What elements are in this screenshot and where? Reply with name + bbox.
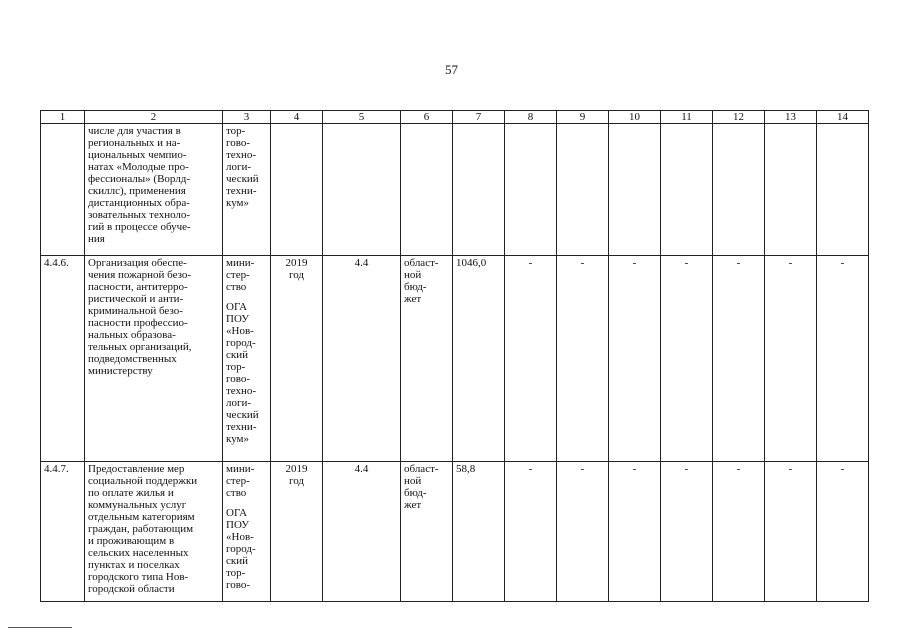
cell-line: ческий: [226, 173, 259, 185]
cell-line: Организация обеспе-: [88, 257, 187, 269]
cell-line: Предоставление мер: [88, 463, 185, 475]
year-funding-cell: [557, 462, 609, 602]
cell-line: тор-: [226, 125, 246, 137]
cell-line: «Нов-: [226, 531, 254, 543]
cell-line: натах «Молодые про-: [88, 161, 189, 173]
cell-line: чения пожарной безо-: [88, 269, 192, 281]
column-header: 5: [323, 111, 401, 124]
cell-line: министерству: [88, 365, 153, 377]
funding-source: [401, 462, 453, 602]
year-funding-cell: [505, 256, 557, 462]
table-row: [41, 462, 869, 602]
cell-line: социальной поддержки: [88, 475, 198, 487]
cell-line: коммунальных услуг: [88, 499, 187, 511]
cell-line: мини-: [226, 463, 255, 475]
cell-line: ния: [88, 233, 105, 245]
cell-text: 4.4.7.: [44, 463, 69, 475]
year-funding-cell: [661, 124, 713, 256]
cell-line: региональных и на-: [88, 137, 181, 149]
cell-line: жет: [404, 293, 422, 305]
year-funding-cell: [765, 124, 817, 256]
column-header: 1: [41, 111, 85, 124]
cell-text: -: [684, 463, 689, 475]
cell-text: -: [632, 463, 637, 475]
deadline: [271, 256, 323, 462]
cell-line: по оплате жилья и: [88, 487, 174, 499]
year-funding-cell: [609, 256, 661, 462]
cell-line: жет: [404, 499, 422, 511]
cell-line: гово-: [226, 579, 251, 591]
cell-line: гово-: [226, 373, 251, 385]
executor: [223, 462, 271, 602]
cell-text: -: [528, 257, 533, 269]
cell-line: бюд-: [404, 281, 427, 293]
cell-line: и проживающим в: [88, 535, 175, 547]
cell-line: стер-: [226, 269, 250, 281]
cell-text: -: [788, 257, 793, 269]
year-funding-cell: [765, 462, 817, 602]
column-header: 7: [453, 111, 505, 124]
item-number: [41, 462, 85, 602]
cell-line: техни-: [226, 185, 257, 197]
cell-line: ной: [404, 475, 422, 487]
cell-line: ство: [226, 487, 247, 499]
cell-line: городской области: [88, 583, 175, 595]
line-gap: [226, 293, 267, 301]
cell-line: пасности профессио-: [88, 317, 188, 329]
column-header: 8: [505, 111, 557, 124]
item-number: [41, 124, 85, 256]
column-header: 6: [401, 111, 453, 124]
cell-line: циональных чемпио-: [88, 149, 187, 161]
table-row: [41, 124, 869, 256]
year-funding-cell: [713, 256, 765, 462]
deadline: [271, 462, 323, 602]
cell-line: техно-: [226, 149, 257, 161]
year-funding-cell: [661, 256, 713, 462]
cell-line: ПОУ: [226, 519, 250, 531]
cell-line: город-: [226, 543, 256, 555]
year-funding-cell: [713, 124, 765, 256]
column-header: 13: [765, 111, 817, 124]
funding-amount: [453, 256, 505, 462]
cell-line: подведомственных: [88, 353, 177, 365]
funding-amount: [453, 124, 505, 256]
funding-amount: [453, 462, 505, 602]
cell-text: 4.4.6.: [44, 257, 69, 269]
cell-line: город-: [226, 337, 256, 349]
cell-line: мини-: [226, 257, 255, 269]
cell-line: зовательных техноло-: [88, 209, 191, 221]
cell-line: 2019: [285, 257, 308, 269]
column-header: 3: [223, 111, 271, 124]
measure-name: [85, 124, 223, 256]
table-header-row: [41, 111, 869, 124]
cell-line: техни-: [226, 421, 257, 433]
cell-text: -: [580, 463, 585, 475]
cell-line: сельских населенных: [88, 547, 189, 559]
year-funding-cell: [817, 256, 869, 462]
executor: [223, 256, 271, 462]
column-header: 11: [661, 111, 713, 124]
cell-line: кум»: [226, 433, 250, 445]
table-row: [41, 256, 869, 462]
cell-line: област-: [404, 463, 439, 475]
cell-line: граждан, работающим: [88, 523, 194, 535]
cell-line: ство: [226, 281, 247, 293]
scan-artifact-line: [8, 627, 72, 628]
cell-text: 1046,0: [456, 257, 487, 269]
item-number: [41, 256, 85, 462]
cell-text: -: [580, 257, 585, 269]
column-header: 10: [609, 111, 661, 124]
year-funding-cell: [817, 124, 869, 256]
year-funding-cell: [505, 124, 557, 256]
funding-source: [401, 124, 453, 256]
program-table: [40, 110, 869, 602]
cell-line: числе для участия в: [88, 125, 181, 137]
cell-line: отдельным категориям: [88, 511, 195, 523]
cell-line: ристической и анти-: [88, 293, 184, 305]
cell-line: фессионалы» (Ворлд-: [88, 173, 191, 185]
target-indicator: [323, 124, 401, 256]
cell-text: -: [736, 257, 741, 269]
cell-line: кум»: [226, 197, 250, 209]
cell-text: -: [632, 257, 637, 269]
cell-line: городского типа Нов-: [88, 571, 189, 583]
target-indicator: [323, 256, 401, 462]
column-header: 2: [85, 111, 223, 124]
cell-line: нальных образова-: [88, 329, 176, 341]
cell-line: «Нов-: [226, 325, 254, 337]
cell-text: -: [528, 463, 533, 475]
column-header: 4: [271, 111, 323, 124]
measure-name: [85, 462, 223, 602]
cell-line: стер-: [226, 475, 250, 487]
cell-line: пасности, антитерро-: [88, 281, 188, 293]
cell-text: -: [788, 463, 793, 475]
year-funding-cell: [765, 256, 817, 462]
cell-text: -: [840, 463, 845, 475]
year-funding-cell: [557, 124, 609, 256]
year-funding-cell: [661, 462, 713, 602]
year-funding-cell: [609, 124, 661, 256]
cell-line: 2019: [285, 463, 308, 475]
cell-line: криминальной безо-: [88, 305, 183, 317]
page-number: 57: [445, 62, 458, 77]
cell-line: гий в процессе обуче-: [88, 221, 191, 233]
cell-line: дистанционных обра-: [88, 197, 190, 209]
cell-line: ной: [404, 269, 422, 281]
cell-text: 58,8: [456, 463, 476, 475]
column-header: 9: [557, 111, 609, 124]
cell-line: год: [288, 269, 305, 281]
column-header: 14: [817, 111, 869, 124]
cell-line: ОГА: [226, 507, 248, 519]
year-funding-cell: [609, 462, 661, 602]
funding-source: [401, 256, 453, 462]
cell-line: ПОУ: [226, 313, 250, 325]
cell-text: 4.4: [354, 463, 369, 475]
cell-line: тор-: [226, 567, 246, 579]
year-funding-cell: [817, 462, 869, 602]
cell-text: -: [840, 257, 845, 269]
cell-line: област-: [404, 257, 439, 269]
cell-line: тор-: [226, 361, 246, 373]
cell-line: ский: [226, 555, 248, 567]
cell-text: 4.4: [354, 257, 369, 269]
cell-line: логи-: [226, 397, 252, 409]
cell-line: ОГА: [226, 301, 248, 313]
cell-line: ский: [226, 349, 248, 361]
cell-line: год: [288, 475, 305, 487]
cell-line: пунктах и поселках: [88, 559, 180, 571]
year-funding-cell: [557, 256, 609, 462]
deadline: [271, 124, 323, 256]
cell-line: скиллс), применения: [88, 185, 186, 197]
column-header: 12: [713, 111, 765, 124]
cell-line: техно-: [226, 385, 257, 397]
target-indicator: [323, 462, 401, 602]
measure-name: [85, 256, 223, 462]
cell-text: -: [736, 463, 741, 475]
executor: [223, 124, 271, 256]
cell-text: -: [684, 257, 689, 269]
year-funding-cell: [713, 462, 765, 602]
cell-line: тельных организаций,: [88, 341, 192, 353]
line-gap: [226, 499, 267, 507]
cell-line: бюд-: [404, 487, 427, 499]
cell-line: логи-: [226, 161, 252, 173]
cell-line: гово-: [226, 137, 251, 149]
year-funding-cell: [505, 462, 557, 602]
cell-line: ческий: [226, 409, 259, 421]
